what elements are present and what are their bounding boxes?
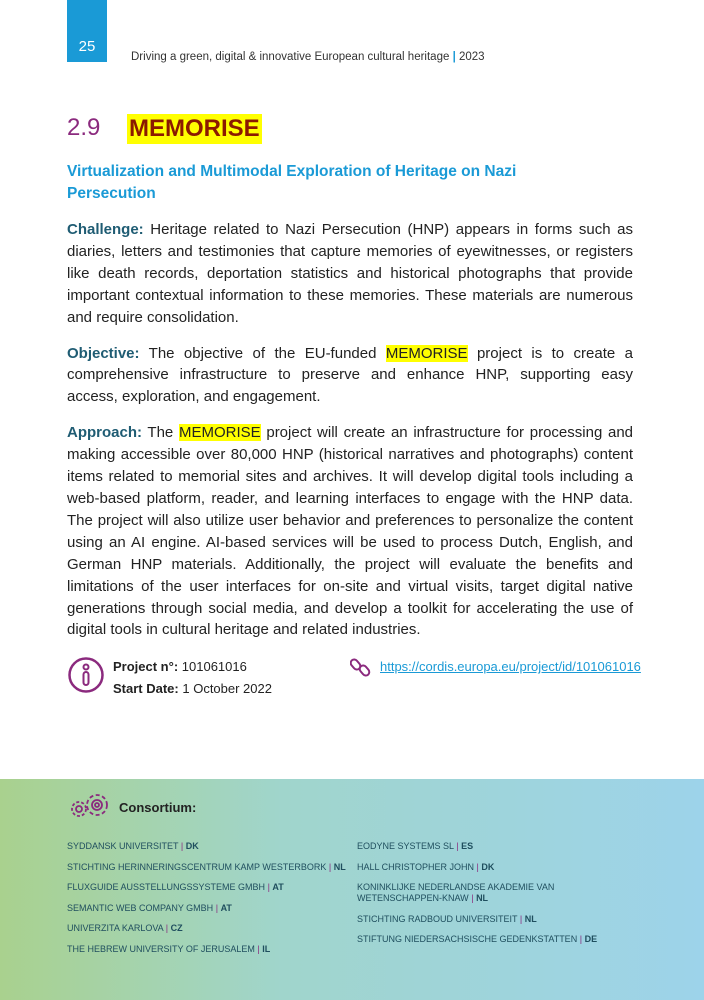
member-country: DK [185,841,199,851]
member-name: HALL CHRISTOPHER JOHN [357,861,475,872]
consortium-member [357,862,627,873]
member-country: AT [220,902,232,913]
separator: | [471,893,474,903]
consortium-header [67,791,196,823]
separator: | [452,51,456,63]
member-name: THE HEBREW UNIVERSITY OF JERUSALEM [67,943,255,954]
consortium-member [357,934,627,945]
member-name: STICHTING HERINNERINGSCENTRUM KAMP WESTERBORK [67,861,327,872]
member-country: NL [476,893,489,903]
member-country: NL [333,861,346,872]
consortium-member [67,841,346,852]
project-info [67,656,272,700]
consortium-member [67,903,346,914]
consortium-title: Consortium: [119,799,197,815]
consortium-member [67,862,346,873]
info-icon [67,656,105,694]
cordis-link[interactable]: https://cordis.europa.eu/project/id/101061016 [380,659,641,674]
project-link [350,656,641,678]
separator: | [579,934,583,944]
challenge-text: Heritage related to Nazi Persecution (HNP) appears in forms such as diaries, letters and testimonies that capture memories of eyewitnesses, or registers like death records, deportation statistics and historical photographs that provide important contextual information to these memories. These materials are numerous and require consolidation. [67,221,633,326]
highlight: MEMORISE [385,344,468,362]
gears-icon [67,791,113,823]
member-name: FLUXGUIDE AUSSTELLUNGSSYSTEME GMBH [67,882,266,892]
section-number: 2.9 [67,114,101,141]
approach-paragraph [67,422,633,641]
consortium-member [357,841,627,852]
start-date: 1 October 2022 [178,681,272,696]
objective-paragraph [67,343,633,409]
member-name: UNIVERZITA KARLOVA [67,923,164,933]
separator: | [519,913,523,924]
link-icon [350,656,372,678]
separator: | [180,841,184,851]
approach-text: The [142,424,179,442]
member-country: IL [262,943,271,954]
member-name: SEMANTIC WEB COMPANY GMBH [67,902,214,913]
member-country: NL [524,913,537,924]
member-name: EODYNE SYSTEMS SL [357,841,454,851]
highlight: MEMORISE [178,424,261,442]
separator: | [267,882,270,892]
member-name: SYDDANSK UNIVERSITET [67,841,179,851]
section-title: MEMORISE [129,115,260,142]
challenge-paragraph [67,219,633,329]
member-country: ES [461,841,474,851]
project-number-label: Project n°: [113,659,179,674]
body-text [67,219,633,655]
objective-label: Objective: [67,344,140,362]
separator: | [165,923,169,933]
separator: | [456,841,459,851]
running-title: Driving a green, digital & innovative European cultural heritage [131,51,450,63]
member-country: DK [481,861,495,872]
member-name: STIFTUNG NIEDERSACHSISCHE GEDENKSTATTEN [357,934,578,944]
member-country: CZ [170,923,183,933]
objective-text: The objective of the EU-funded [139,344,386,362]
consortium-member [357,882,627,904]
page-number: 25 [67,0,107,62]
consortium-footer [0,779,704,1000]
member-country: AT [272,882,284,892]
project-number: 101061016 [178,659,247,674]
separator: | [257,943,260,954]
consortium-member [67,923,346,934]
separator: | [215,902,219,913]
objective-text: project is to create a comprehensive infrastructure to preserve and enhance HNP, supporting easy access, exploration, and engagement. [67,344,634,406]
year: 2023 [458,51,485,63]
consortium-list-left [67,841,346,964]
running-header [131,51,485,63]
start-date-label: Start Date: [113,681,179,696]
separator: | [476,861,479,872]
consortium-member [67,944,346,955]
challenge-label: Challenge: [67,221,144,238]
section-subtitle: Virtualization and Multimodal Exploration of Heritage on Nazi Persecution [67,163,517,202]
consortium-member [67,882,346,893]
member-country: DE [584,934,598,944]
consortium-list-right [357,841,627,955]
approach-text: project will create an infrastructure for processing and making accessible over 80,000 HNP (historical narratives and photographs) content items related to memorial sites and archives. It will develop digital tools including a web-based platform, reader, and learning interfaces to engage with the HNP data. The project will also utilize user behavior and preferences to personalize the content using an AI engine. AI-based services will be used to process Dutch, English, and German HNP materials. Additionally, the project will evaluate the benefits and limitations of the user interfaces for on-site and virtual visits, target digital native generations through social media, and develop a toolkit for accelerating the use of digital tools in cultural heritage and related industries. [67,424,633,639]
member-name: KONINKLIJKE NEDERLANDSE AKADEMIE VAN WETENSCHAPPEN-KNAW [357,882,555,903]
approach-label: Approach: [67,424,142,442]
member-name: STICHTING RADBOUD UNIVERSITEIT [357,913,518,924]
separator: | [328,861,332,872]
consortium-member [357,914,627,925]
